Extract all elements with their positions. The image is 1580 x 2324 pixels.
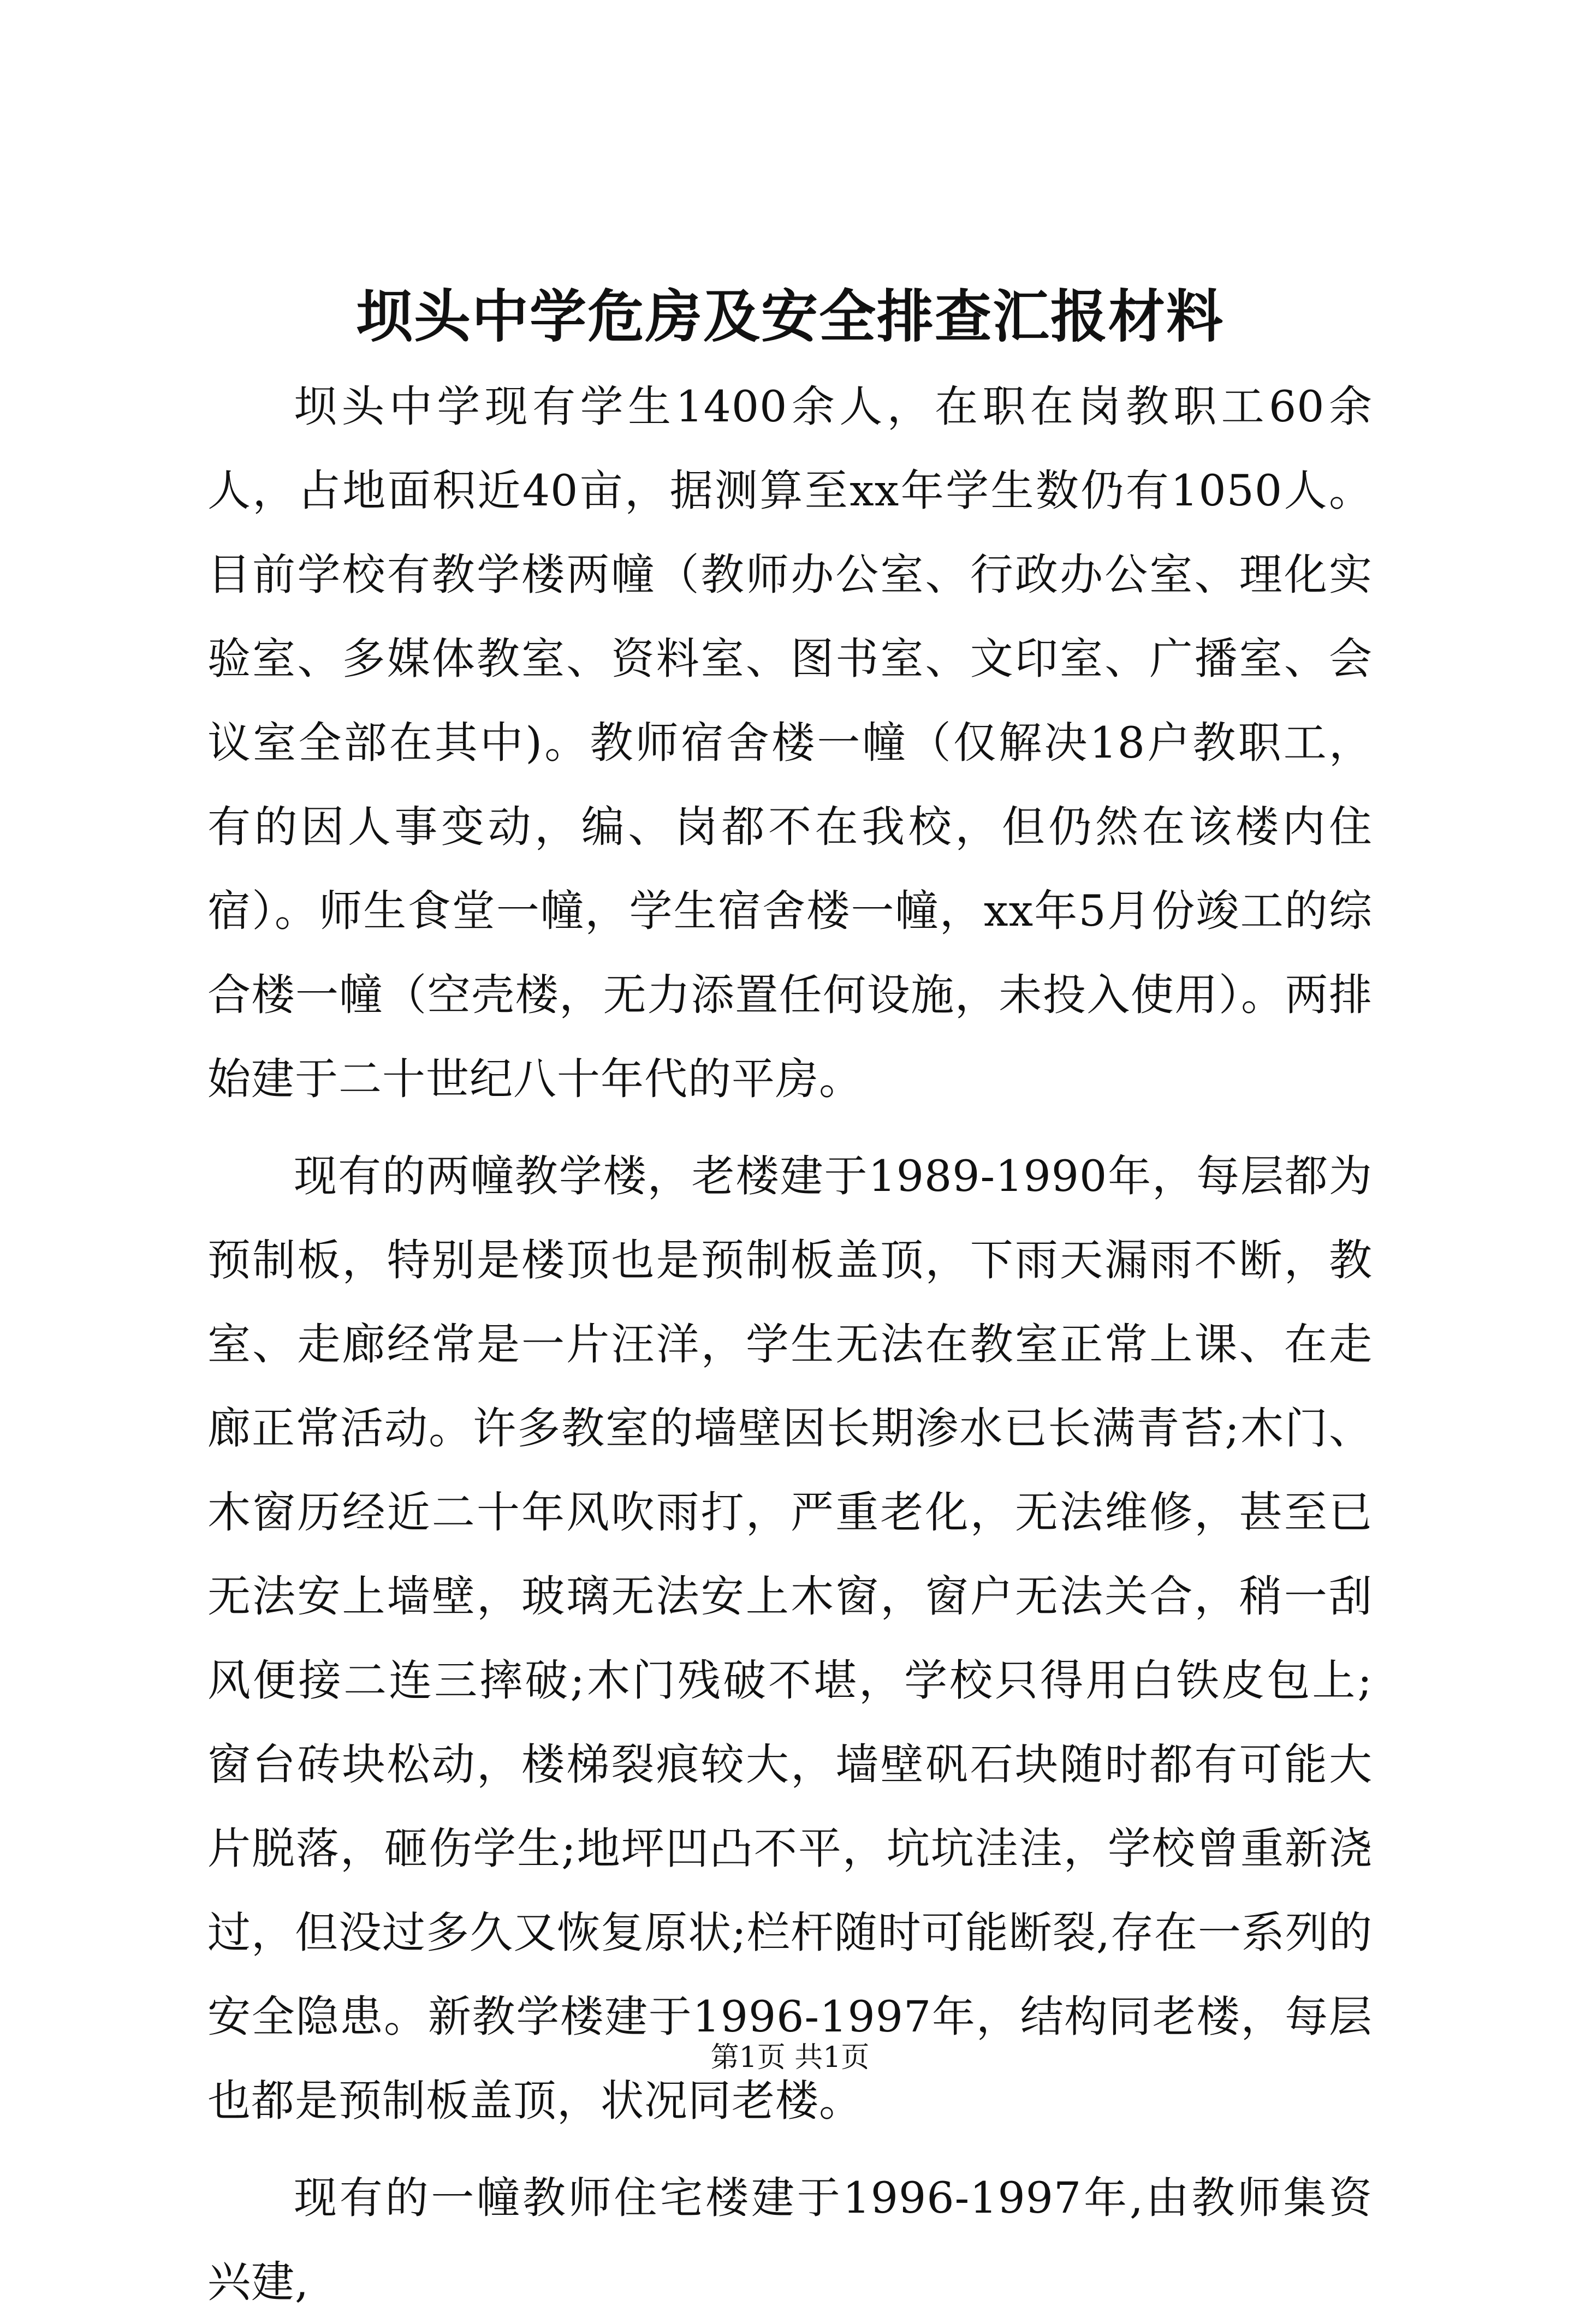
document-body [207,365,1373,2324]
document-title: 坝头中学危房及安全排查汇报材料 [355,283,1224,350]
paragraph-3: 现有的一幢教师住宅楼建于1996-1997年,由教师集资兴建, [207,2173,1373,2307]
paragraph-1: 坝头中学现有学生1400余人，在职在岗教职工60余人，占地面积近40亩，据测算至xx年学生数仍有1050人。目前学校有教学楼两幢（教师办公室、行政办公室、理化实验室、多媒体教室、资料室、图书室、文印室、广播室、会议室全部在其中)。教师宿舍楼一幢（仅解决18户教职工，有的因人事变动，编、岗都不在我校，但仍然在该楼内住宿）。师生食堂一幢，学生宿舍楼一幢，xx年5月份竣工的综合楼一幢（空壳楼，无力添置任何设施，未投入使用）。两排始建于二十世纪八十年代的平房。 [207,382,1373,1104]
paragraph-2: 现有的两幢教学楼，老楼建于1989-1990年，每层都为预制板，特别是楼顶也是预制板盖顶，下雨天漏雨不断，教室、走廊经常是一片汪洋，学生无法在教室正常上课、在走廊正常活动。许多教室的墙壁因长期渗水已长满青苔;木门、木窗历经近二十年风吹雨打，严重老化，无法维修，甚至已无法安上墙壁，玻璃无法安上木窗，窗户无法关合，稍一刮风便接二连三摔破;木门残破不堪，学校只得用白铁皮包上;窗台砖块松动，楼梯裂痕较大，墙壁矾石块随时都有可能大片脱落，砸伤学生;地坪凹凸不平，坑坑洼洼，学校曾重新浇过，但没过多久又恢复原状;栏杆随时可能断裂,存在一系列的安全隐患。新教学楼建于1996-1997年，结构同老楼，每层也都是预制板盖顶，状况同老楼。 [207,1151,1373,2126]
page-number-footer: 第1页 共1页 [710,2041,870,2074]
